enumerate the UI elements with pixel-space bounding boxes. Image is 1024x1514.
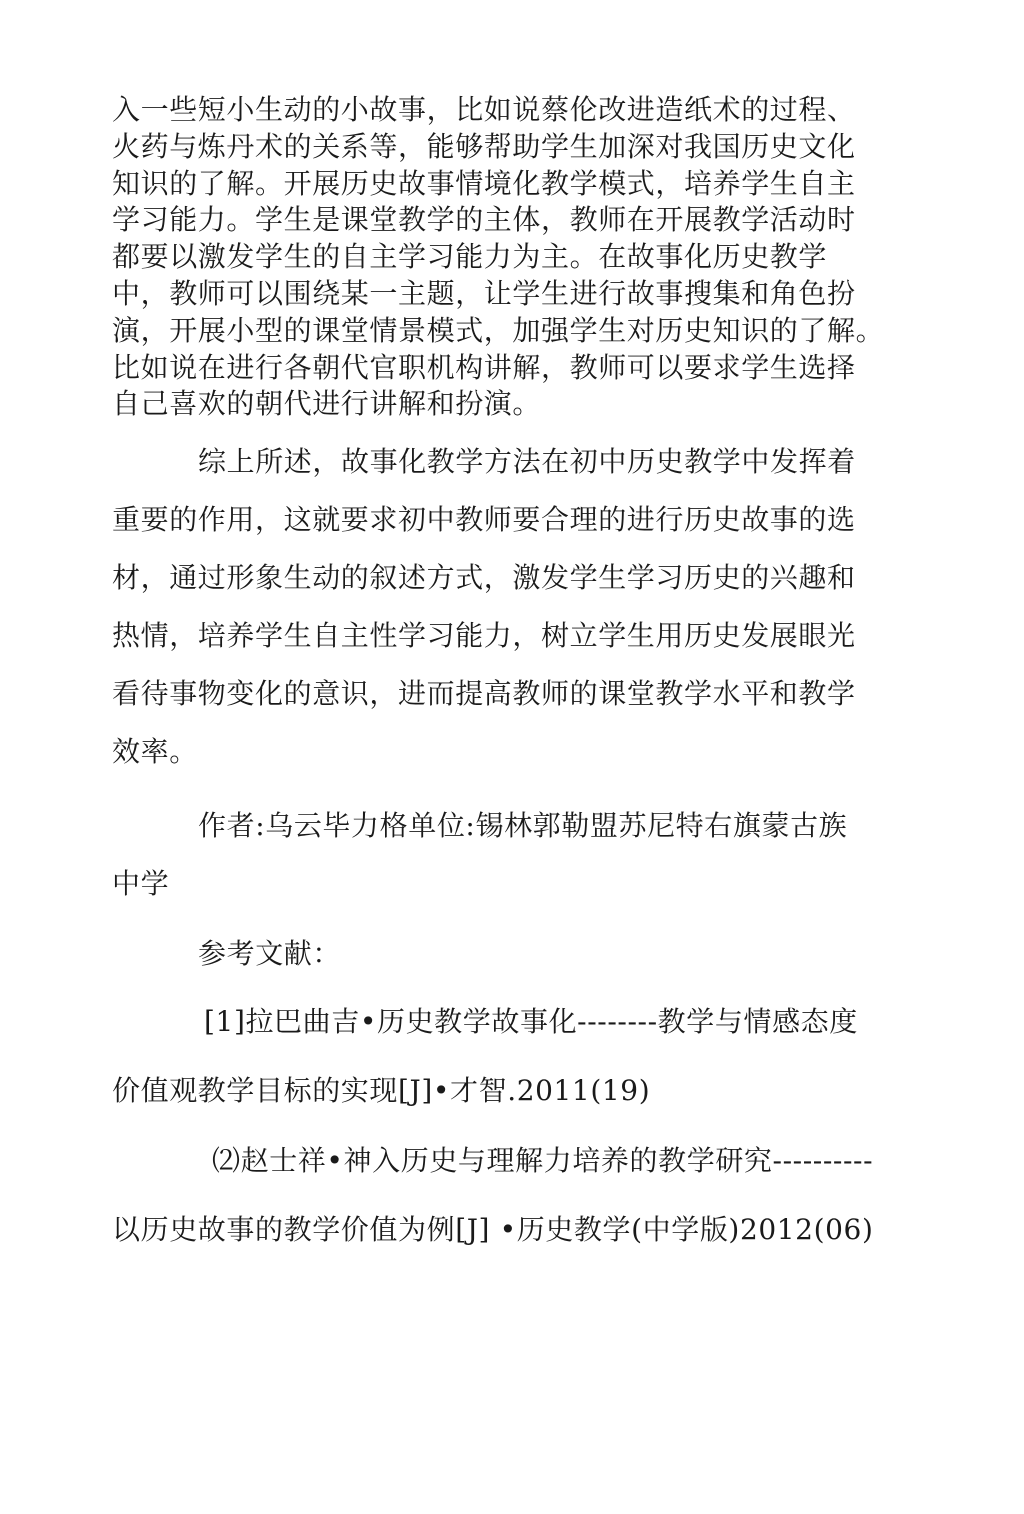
text-line: 以历史故事的教学价值为例[J] •历史教学(中学版)2012(06)	[112, 1213, 874, 1246]
references-heading	[112, 925, 912, 983]
reference-item	[112, 1131, 912, 1259]
text-line: 火药与炼丹术的关系等，能够帮助学生加深对我国历史文化	[112, 129, 856, 163]
text-line: 材，通过形象生动的叙述方式，激发学生学习历史的兴趣和	[112, 561, 856, 594]
text-line: 入一些短小生动的小故事，比如说蔡伦改进造纸术的过程、	[112, 93, 856, 126]
text-line: 比如说在进行各朝代官职机构讲解，教师可以要求学生选择	[112, 350, 856, 384]
text-line: 演，开展小型的课堂情景模式，加强学生对历史知识的了解。	[112, 313, 885, 347]
text-line: 热情，培养学生自主性学习能力，树立学生用历史发展眼光	[112, 619, 856, 652]
text-line: 价值观教学目标的实现[J]•才智.2011(19)	[112, 1074, 651, 1107]
text-line: 知识的了解。开展历史故事情境化教学模式，培养学生自主	[112, 166, 856, 200]
text-line: 重要的作用，这就要求初中教师要合理的进行历史故事的选	[112, 503, 856, 536]
text-line: 中学	[112, 867, 170, 900]
author-paragraph	[112, 797, 912, 913]
text-line: ⑵赵士祥•神入历史与理解力培养的教学研究----------	[212, 1144, 874, 1177]
text-line: 综上所述，故事化教学方法在初中历史教学中发挥着	[198, 445, 856, 478]
story-paragraph	[112, 92, 912, 423]
text-line: 看待事物变化的意识，进而提高教师的课堂教学水平和教学	[112, 677, 856, 710]
text-line: 都要以激发学生的自主学习能力为主。在故事化历史教学	[112, 240, 828, 274]
text-line: 作者:乌云毕力格单位:锡林郭勒盟苏尼特右旗蒙古族	[198, 809, 848, 842]
text-line: 自己喜欢的朝代进行讲解和扮演。	[112, 387, 542, 421]
text-line: 参考文献：	[198, 937, 342, 970]
text-line: 效率。	[112, 735, 198, 768]
text-line: 学习能力。学生是课堂教学的主体，教师在开展教学活动时	[112, 203, 856, 237]
text-line: [1]拉巴曲吉•历史教学故事化--------教学与情感态度	[204, 1005, 858, 1038]
reference-item	[112, 992, 912, 1120]
text-line: 中，教师可以围绕某一主题，让学生进行故事搜集和角色扮	[112, 276, 856, 310]
summary-paragraph	[112, 433, 912, 781]
